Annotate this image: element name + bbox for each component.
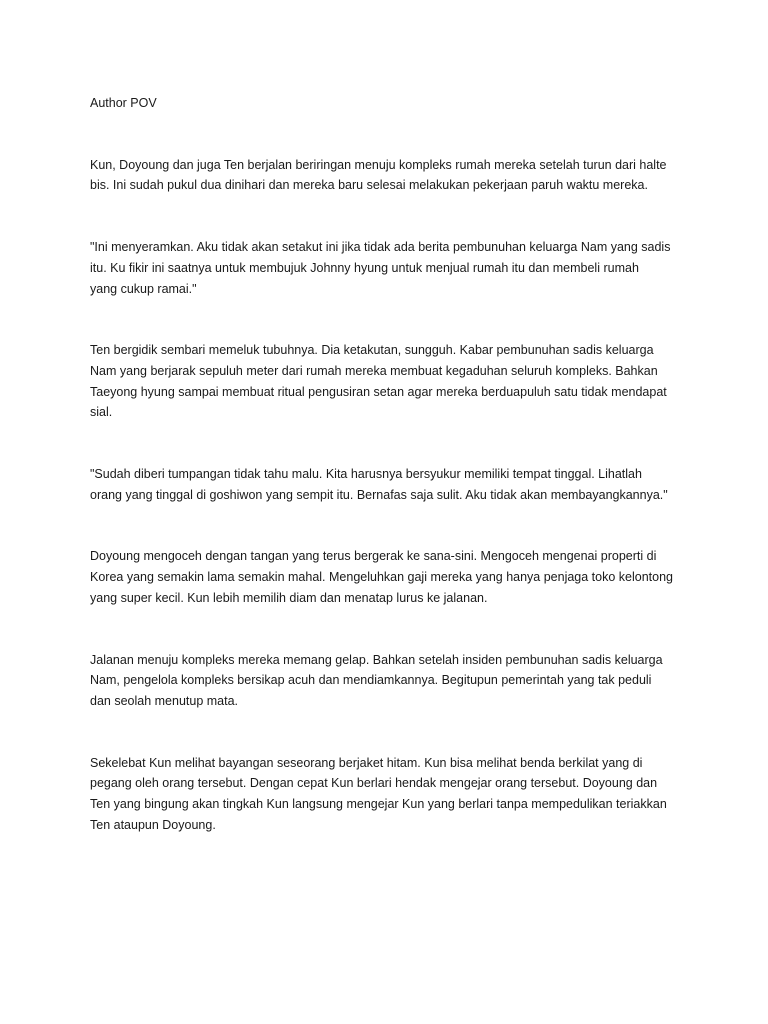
paragraph-line: Doyoung mengoceh dengan tangan yang terus bergerak ke sana-sini. Mengoceh mengenai properti di: [90, 549, 657, 564]
paragraph-line: Nam, pengelola kompleks bersikap acuh dan mendiamkannya. Begitupun pemerintah yang tak peduli: [90, 673, 652, 688]
paragraph-line: yang super kecil. Kun lebih memilih diam dan menatap lurus ke jalanan.: [90, 590, 488, 605]
paragraph: [90, 237, 690, 299]
document-heading: Author POV: [90, 96, 157, 110]
paragraph-line: Ten bergidik sembari memeluk tubuhnya. Dia ketakutan, sungguh. Kabar pembunuhan sadis keluarga: [90, 343, 654, 358]
paragraph-line: yang cukup ramai.": [90, 281, 197, 296]
paragraph-line: sial.: [90, 405, 113, 420]
paragraph-line: Sekelebat Kun melihat bayangan seseorang berjaket hitam. Kun bisa melihat benda berkilat yang di: [90, 755, 643, 770]
paragraph: [90, 155, 690, 196]
paragraph-line: "Sudah diberi tumpangan tidak tahu malu. Kita harusnya bersyukur memiliki tempat tinggal. Lihatlah: [90, 467, 642, 482]
paragraph-line: "Ini menyeramkan. Aku tidak akan setakut ini jika tidak ada berita pembunuhan keluarga Nam yang sadis: [90, 240, 671, 255]
paragraph-line: Kun, Doyoung dan juga Ten berjalan beriringan menuju kompleks rumah mereka setelah turun dari halte: [90, 157, 667, 172]
paragraph: [90, 546, 690, 608]
paragraph-line: Nam yang berjarak sepuluh meter dari rumah mereka membuat kegaduhan seluruh kompleks. Bahkan: [90, 363, 658, 378]
paragraph-line: Ten ataupun Doyoung.: [90, 817, 216, 832]
paragraph: [90, 753, 690, 836]
paragraph-line: Taeyong hyung sampai membuat ritual pengusiran setan agar mereka berduapuluh satu tidak mendapat: [90, 384, 667, 399]
paragraph-line: bis. Ini sudah pukul dua dinihari dan mereka baru selesai melakukan pekerjaan paruh waktu mereka.: [90, 178, 648, 193]
paragraph-line: Ten yang bingung akan tingkah Kun langsung mengejar Kun yang berlari tanpa mempedulikan teriakkan: [90, 797, 667, 812]
paragraph: [90, 650, 690, 712]
paragraph: [90, 340, 690, 423]
paragraph-line: dan seolah menutup mata.: [90, 693, 239, 708]
paragraph: [90, 464, 690, 505]
paragraph-line: itu. Ku fikir ini saatnya untuk membujuk Johnny hyung untuk menjual rumah itu dan membeli rumah: [90, 260, 639, 275]
document-body: [90, 93, 690, 835]
paragraph-line: pegang oleh orang tersebut. Dengan cepat Kun berlari hendak mengejar orang tersebut. Doyoung dan: [90, 776, 658, 791]
paragraph-line: orang yang tinggal di goshiwon yang sempit itu. Bernafas saja sulit. Aku tidak akan membayangkannya.": [90, 487, 668, 502]
paragraph-line: Jalanan menuju kompleks mereka memang gelap. Bahkan setelah insiden pembunuhan sadis keluarga: [90, 652, 663, 667]
paragraph-line: Korea yang semakin lama semakin mahal. Mengeluhkan gaji mereka yang hanya penjaga toko kelontong: [90, 570, 673, 585]
